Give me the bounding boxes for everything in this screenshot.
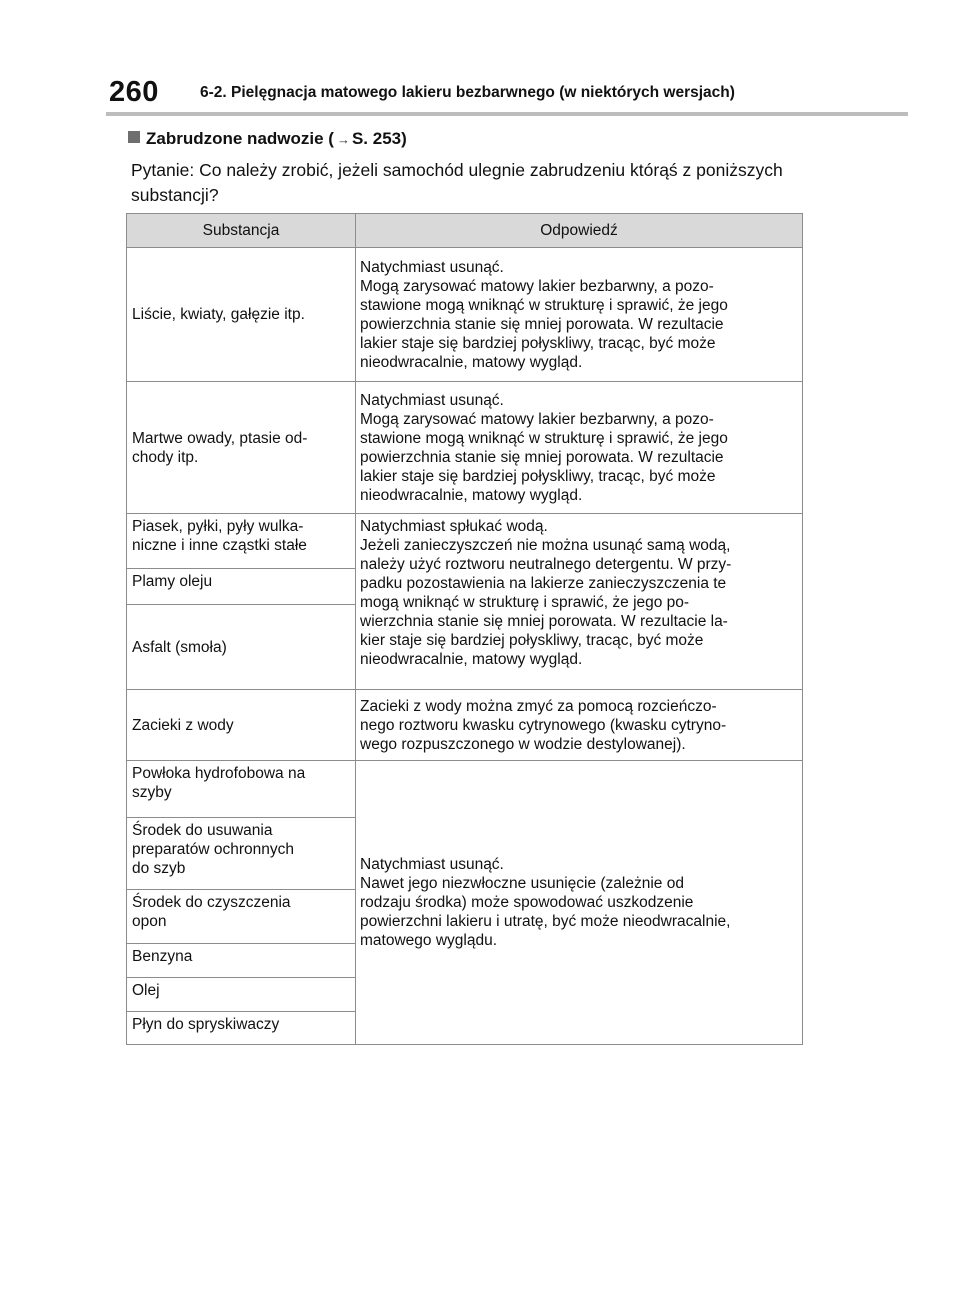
answer-line: wierzchnia stanie się mniej porowata. W rezultacie la- bbox=[360, 613, 728, 630]
answer-line: padku pozostawienia na lakierze zanieczyszczenia te bbox=[360, 575, 727, 592]
substance-cell bbox=[127, 944, 356, 978]
section-heading-text: Zabrudzone nadwozie ( bbox=[146, 129, 334, 148]
column-header-substance: Substancja bbox=[127, 214, 356, 248]
table-row bbox=[127, 382, 803, 514]
answer-cell bbox=[356, 690, 803, 761]
substance-cell bbox=[127, 569, 356, 605]
substance-text: do szyb bbox=[132, 860, 186, 877]
answer-line: nego roztworu kwasku cytrynowego (kwasku cytryno- bbox=[360, 716, 727, 734]
page-reference-link[interactable]: S. 253) bbox=[351, 129, 407, 148]
answer-line: rodzaju środka) może spowodować uszkodzenie bbox=[360, 894, 694, 911]
substance-cell bbox=[127, 890, 356, 944]
substance-text: Benzyna bbox=[132, 948, 193, 965]
substance-text: preparatów ochronnych bbox=[132, 841, 294, 858]
chapter-title: 6-2. Pielęgnacja matowego lakieru bezbarwnego (w niektórych wersjach) bbox=[200, 84, 735, 101]
answer-line: Natychmiast usunąć. bbox=[360, 391, 504, 409]
substance-cell bbox=[127, 761, 356, 818]
table-row bbox=[127, 761, 803, 818]
substance-text: Powłoka hydrofobowa na bbox=[132, 765, 306, 782]
answer-line: wego rozpuszczonego w wodzie destylowanej). bbox=[360, 735, 686, 753]
answer-line: Jeżeli zanieczyszczeń nie można usunąć samą wodą, bbox=[360, 537, 731, 554]
answer-line: stawione mogą wniknąć w strukturę i sprawić, że jego bbox=[360, 429, 728, 447]
substance-text: Olej bbox=[132, 982, 160, 999]
substance-text: Zacieki z wody bbox=[132, 716, 234, 734]
answer-line: lakier staje się bardziej połyskliwy, tracąc, być może bbox=[360, 467, 716, 485]
answer-line: nieodwracalnie, matowy wygląd. bbox=[360, 651, 583, 668]
substance-text: Płyn do spryskiwaczy bbox=[132, 1016, 280, 1033]
answer-line: powierzchni lakieru i utratę, być może nieodwracalnie, bbox=[360, 913, 731, 930]
substance-cell bbox=[127, 690, 356, 761]
substance-cell bbox=[127, 1012, 356, 1045]
question-text: Pytanie: Co należy zrobić, jeżeli samochód ulegnie zabrudzeniu którąś z poniższych substancji? bbox=[131, 160, 783, 205]
substance-text: Martwe owady, ptasie od- bbox=[132, 429, 308, 447]
table-header-row bbox=[127, 214, 803, 248]
answer-line: Mogą zarysować matowy lakier bezbarwny, a pozo- bbox=[360, 277, 714, 295]
answer-cell bbox=[356, 761, 803, 1045]
answer-line: Mogą zarysować matowy lakier bezbarwny, a pozo- bbox=[360, 410, 714, 428]
table-row bbox=[127, 514, 803, 569]
substance-text: Plamy oleju bbox=[132, 573, 213, 590]
answer-line: nieodwracalnie, matowy wygląd. bbox=[360, 486, 583, 504]
substance-text: chody itp. bbox=[132, 448, 199, 466]
page-number: 260 bbox=[109, 76, 159, 108]
substance-text: Liście, kwiaty, gałęzie itp. bbox=[132, 306, 305, 323]
arrow-right-icon: → bbox=[336, 132, 350, 147]
substance-text: Środek do usuwania bbox=[132, 822, 273, 839]
table-row bbox=[127, 248, 803, 382]
substance-text: Asfalt (smoła) bbox=[132, 638, 227, 656]
answer-cell bbox=[356, 248, 803, 382]
answer-line: kier staje się bardziej połyskliwy, tracąc, być może bbox=[360, 632, 704, 649]
answer-line: należy użyć roztworu neutralnego detergentu. W przy- bbox=[360, 556, 732, 573]
column-header-answer: Odpowiedź bbox=[356, 214, 803, 248]
substance-text: niczne i inne cząstki stałe bbox=[132, 537, 307, 554]
answer-line: lakier staje się bardziej połyskliwy, tracąc, być może bbox=[360, 334, 716, 352]
answer-line: stawione mogą wniknąć w strukturę i sprawić, że jego bbox=[360, 296, 728, 314]
section-heading bbox=[128, 128, 407, 151]
answer-line: powierzchnia stanie się mniej porowata. W rezultacie bbox=[360, 315, 724, 333]
substance-text: Środek do czyszczenia bbox=[132, 894, 291, 911]
answer-line: powierzchnia stanie się mniej porowata. W rezultacie bbox=[360, 448, 724, 466]
square-bullet-icon bbox=[128, 131, 140, 143]
answer-cell bbox=[356, 514, 803, 690]
answer-line: mogą wniknąć w strukturę i sprawić, że jego po- bbox=[360, 594, 690, 611]
header-divider bbox=[106, 112, 908, 116]
substances-table bbox=[126, 213, 803, 1045]
answer-line: Natychmiast usunąć. bbox=[360, 258, 504, 276]
answer-cell bbox=[356, 382, 803, 514]
substance-text: szyby bbox=[132, 784, 172, 801]
answer-line: matowego wyglądu. bbox=[360, 932, 497, 949]
page-header bbox=[106, 72, 908, 114]
substance-cell bbox=[127, 978, 356, 1012]
substance-cell bbox=[127, 514, 356, 569]
substance-cell bbox=[127, 818, 356, 890]
answer-line: Natychmiast usunąć. bbox=[360, 856, 504, 873]
substance-cell bbox=[127, 248, 356, 382]
answer-line: Zacieki z wody można zmyć za pomocą rozcieńczo- bbox=[360, 697, 717, 715]
answer-line: Natychmiast spłukać wodą. bbox=[360, 518, 548, 535]
substance-text: opon bbox=[132, 913, 167, 930]
substance-text: Piasek, pyłki, pyły wulka- bbox=[132, 518, 304, 535]
answer-line: nieodwracalnie, matowy wygląd. bbox=[360, 353, 583, 371]
substance-cell bbox=[127, 382, 356, 514]
substance-cell bbox=[127, 605, 356, 690]
table-row bbox=[127, 690, 803, 761]
answer-line: Nawet jego niezwłoczne usunięcie (zależnie od bbox=[360, 875, 684, 892]
